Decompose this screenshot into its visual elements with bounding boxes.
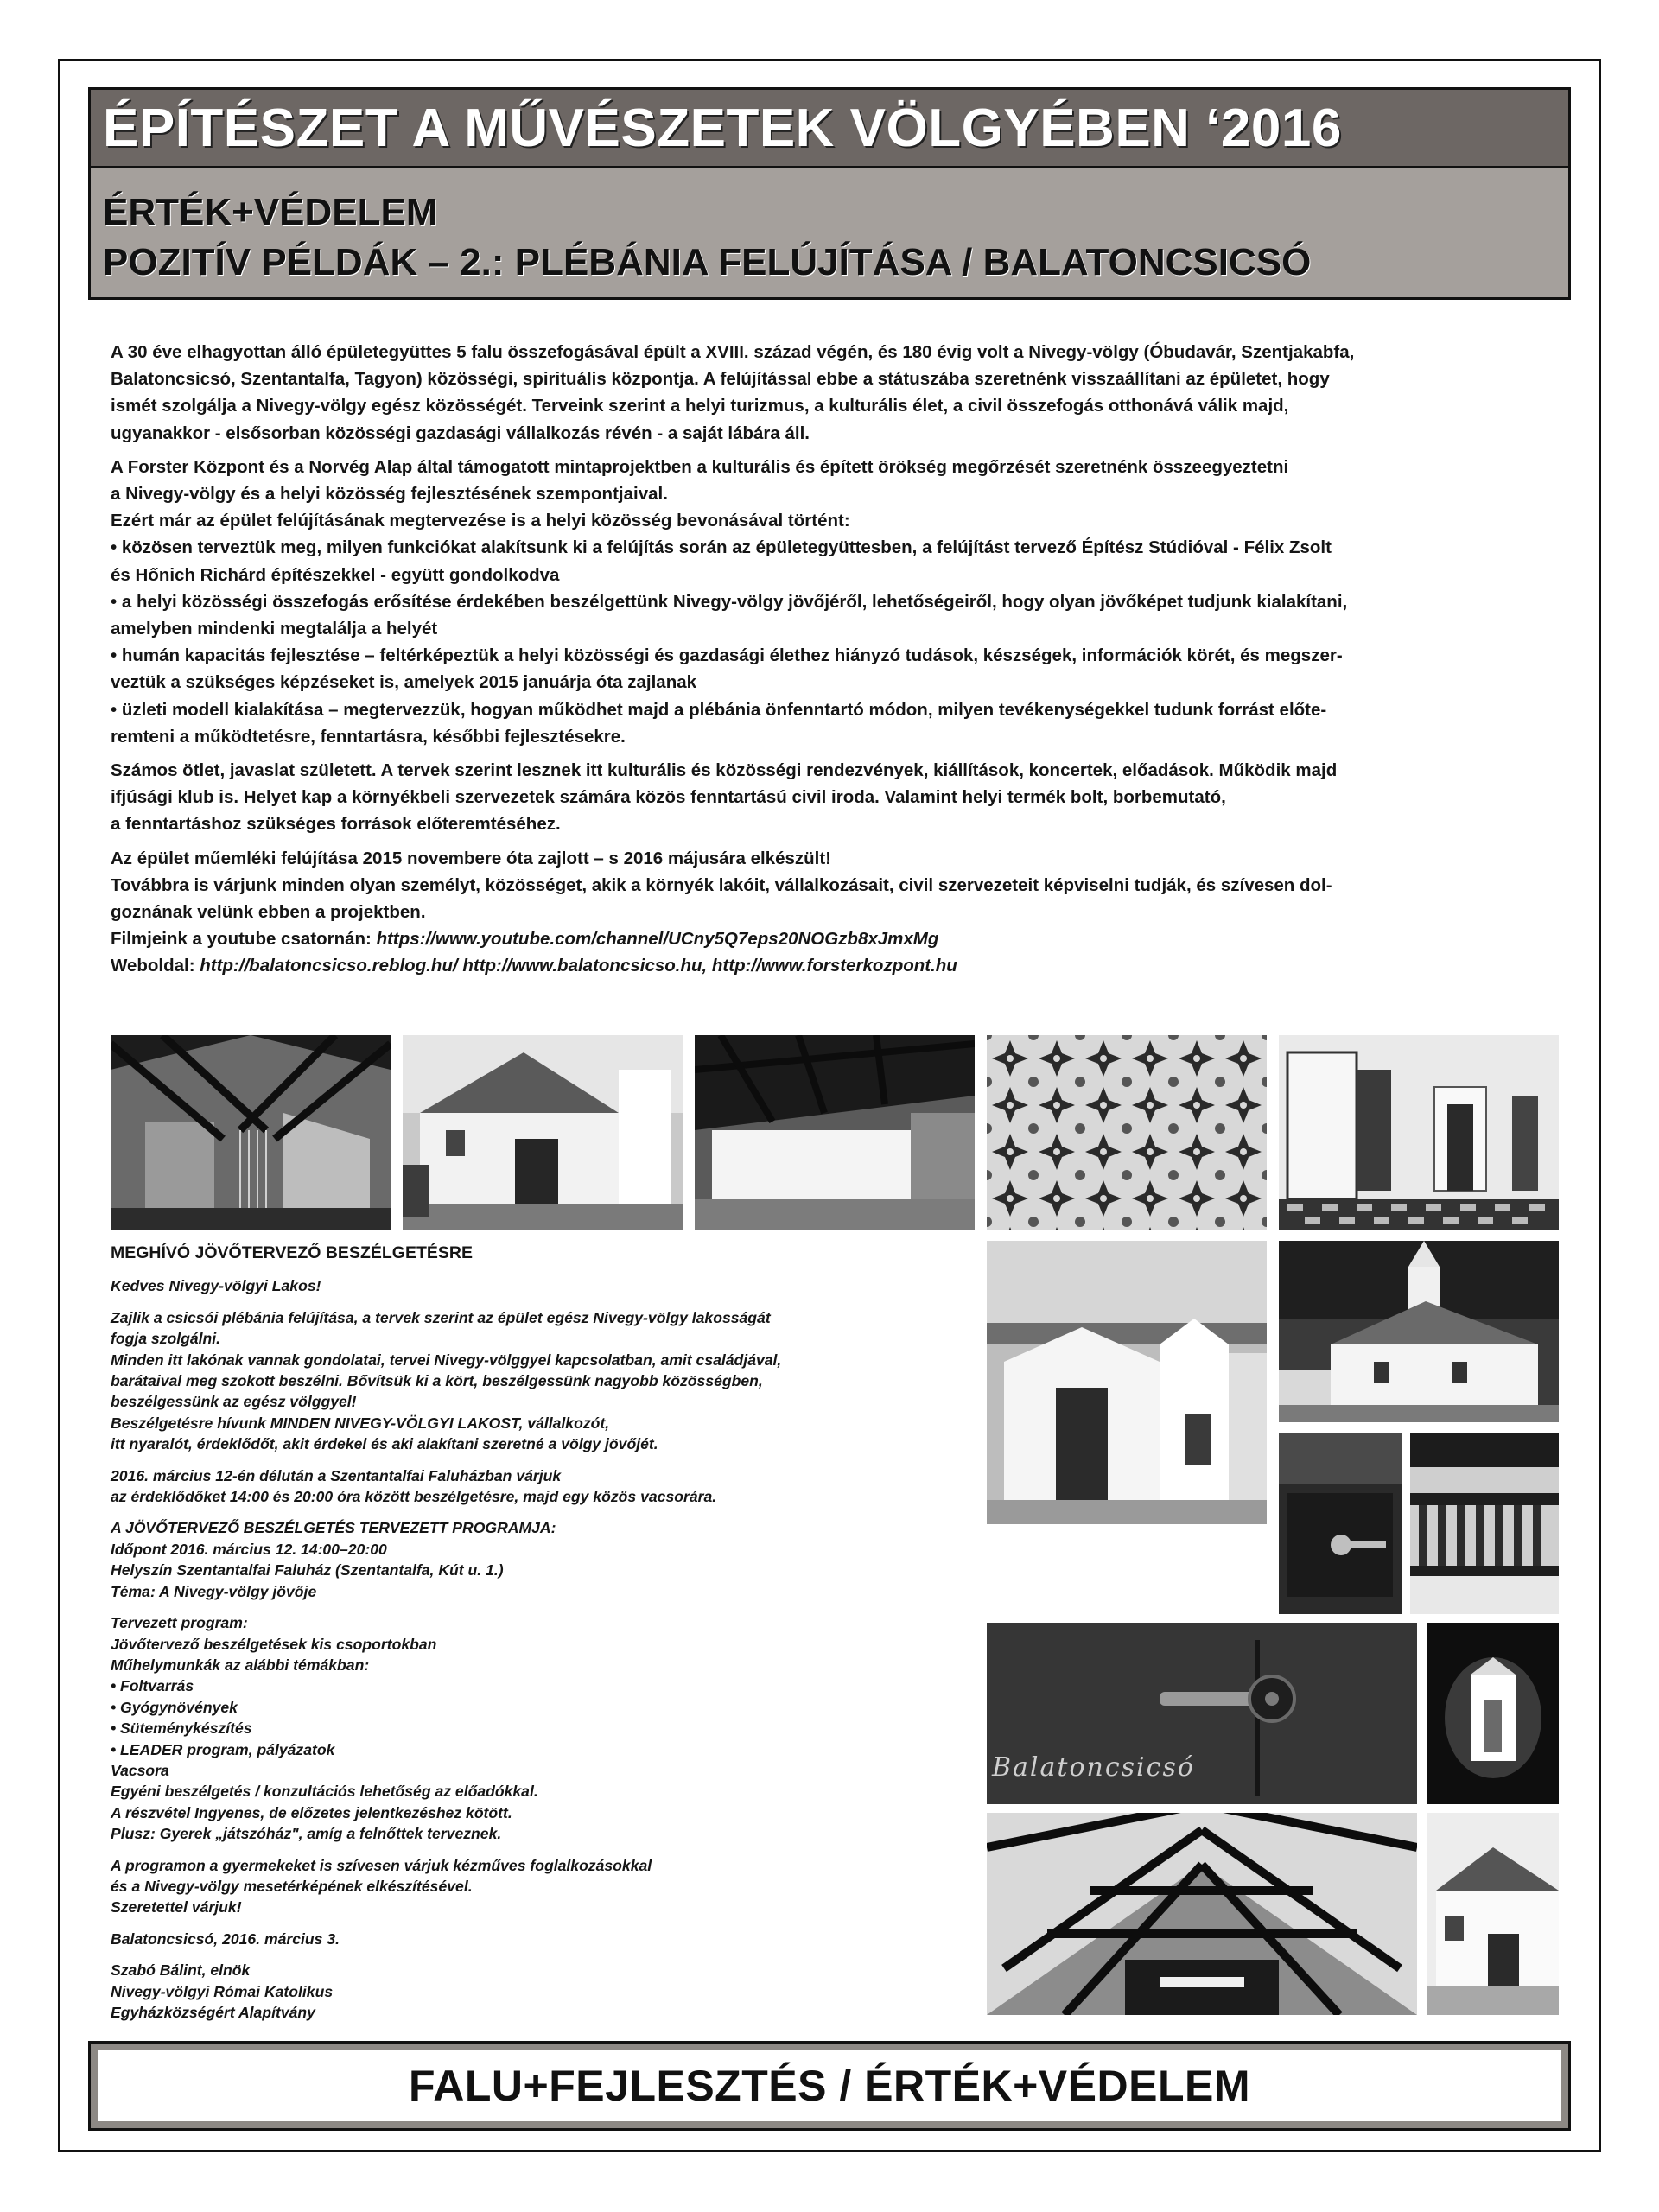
text-line: Helyszín Szentantalfai Faluház (Szentantalfa, Kút u. 1.): [111, 1561, 504, 1580]
text-line: Időpont 2016. március 12. 14:00–20:00: [111, 1540, 387, 1558]
intro-paragraph-2: [111, 454, 1545, 750]
text-line: Szabó Bálint, elnök: [111, 1961, 251, 1980]
text-line: Tervezett program:: [111, 1614, 248, 1632]
text-line: Továbbra is várjunk minden olyan személyt, közösséget, akik a környék lakóit, vállalkozásait, civil szervezeteit képviselni tudják, és szívesen dol-: [111, 874, 1332, 895]
text-line: Plusz: Gyerek „játszóház", amíg a felnőttek terveznek.: [111, 1825, 502, 1843]
invitation-date: [111, 1465, 975, 1508]
text-line: A Forster Központ és a Norvég Alap által támogatott mintaprojektben a kulturális és épített örökség megőrzését szeretnénk összeegyeztetni: [111, 456, 1289, 477]
text-line: itt nyaralót, érdeklődőt, akit érdekel és aki alakítani szeretné a völgy jövőjét.: [111, 1435, 658, 1453]
footer-inner: [98, 2050, 1561, 2121]
program-section: [111, 1517, 975, 1602]
footer-banner: [88, 2041, 1571, 2131]
photo-church-tower-view: [1279, 1241, 1559, 1422]
intro-paragraph-3: [111, 757, 1545, 838]
youtube-label: Filmjeink a youtube csatornán:: [111, 929, 377, 950]
text-line: Minden itt lakónak vannak gondolatai, tervei Nivegy-völggyel kapcsolatban, amit családjával,: [111, 1351, 782, 1369]
text-line: fogja szolgálni.: [111, 1330, 221, 1348]
photo-hallway-doors: [1279, 1035, 1559, 1230]
website-label: Weboldal:: [111, 956, 200, 976]
bullet-line: • közösen terveztük meg, milyen funkciókat alakítsunk ki a felújítás során az épületegyüttesben, a felújítást tervező Építész Stúdióval - Félix Zsolt: [111, 537, 1332, 558]
text-line: az érdeklődőket 14:00 és 20:00 óra között beszélgetésre, majd egy közös vacsorára.: [111, 1488, 717, 1506]
text-line: goznának velünk ebben a projektben.: [111, 902, 426, 923]
text-line: Nivegy-völgyi Római Katolikus: [111, 1982, 334, 2000]
photo-door-lock-key: [1279, 1433, 1402, 1614]
photo-watermark-text: Balatoncsicsó: [992, 1752, 1195, 1783]
text-line: A 30 éve elhagyottan álló épületegyüttes 5 falu összefogásával épült a XVIII. század végén, és 180 évig volt a Nivegy-völgy (Óbudavár, Szentjakabfa,: [111, 342, 1355, 362]
list-item: • Gyógynövények: [111, 1698, 238, 1716]
program-title: A JÖVŐTERVEZŐ BESZÉLGETÉS TERVEZETT PROGRAMJA:: [111, 1519, 556, 1537]
invitation-greeting: Kedves Nivegy-völgyi Lakos!: [111, 1277, 321, 1295]
photo-gate-wall: [987, 1241, 1267, 1524]
text-line: ugyanakkor - elsősorban közösségi gazdasági vállalkozás révén - a saját lábára áll.: [111, 423, 810, 443]
text-line: a Nivegy-völgy és a helyi közösség fejlesztésének szempontjaival.: [111, 484, 668, 505]
footer-text: FALU+FEJLESZTÉS / ÉRTÉK+VÉDELEM: [409, 2062, 1250, 2110]
text-line: ismét szolgálja a Nivegy-völgy egész közösségét. Terveink szerint a helyi turizmus, a kulturális élet, a civil összefogás otthonává válik majd,: [111, 396, 1289, 416]
text-line: A részvétel Ingyenes, de előzetes jelentkezéshez kötött.: [111, 1803, 512, 1821]
bullet-line: és Hőnich Richárd építészekkel - együtt gondolkodva: [111, 564, 560, 585]
bullet-line: veztük a szükséges képzéseket is, amelyek 2015 januárja óta zajlanak: [111, 672, 697, 693]
list-item: • Foltvarrás: [111, 1677, 194, 1695]
photo-tile-pattern: [987, 1035, 1267, 1230]
photo-small-white-house: [1427, 1813, 1559, 2015]
text-line: barátaival meg szokott beszélni. Bővítsük ki a kört, beszélgessünk nagyobb közösségben,: [111, 1372, 763, 1390]
subtitle-line-1: ÉRTÉK+VÉDELEM: [103, 191, 438, 233]
text-line: Az épület műemléki felújítása 2015 novembere óta zajlott – s 2016 májusára elkészült!: [111, 848, 832, 868]
list-item: • Süteménykészítés: [111, 1719, 252, 1738]
text-line: Téma: A Nivegy-völgy jövője: [111, 1582, 317, 1600]
photo-door-handle-watermark: [987, 1623, 1417, 1804]
subtitle-line-2: POZITÍV PÉLDÁK – 2.: PLÉBÁNIA FELÚJÍTÁSA / BALATONCSICSÓ: [103, 241, 1312, 283]
intro-paragraph-1: [111, 339, 1545, 447]
text-line: Beszélgetésre hívunk MINDEN NIVEGY-VÖLGYI LAKOST, vállalkozót,: [111, 1414, 610, 1432]
website-links[interactable]: http://balatoncsicso.reblog.hu/ http://www.balatoncsicso.hu, http://www.forsterkozpont.hu: [200, 956, 957, 976]
text-line: beszélgessünk az egész völggyel!: [111, 1393, 357, 1411]
photo-attic-interior: [111, 1035, 391, 1230]
text-line: ifjúsági klub is. Helyet kap a környékbeli szervezetek számára közös fenntartású civil iroda. Valamint helyi termék bolt, borbemutató,: [111, 787, 1226, 808]
text-line: Ezért már az épület felújításának megtervezése is a helyi közösség bevonásával történt:: [111, 511, 850, 531]
photo-wooden-railing: [1410, 1433, 1559, 1614]
invitation-body: [111, 1307, 975, 1455]
text-line: Számos ötlet, javaslat született. A tervek szerint lesznek itt kulturális és közösségi rendezvények, kiállítások, koncertek, előadások. Működik majd: [111, 760, 1338, 781]
text-line: Egyéni beszélgetés / konzultációs lehetőség az előadókkal.: [111, 1783, 538, 1801]
text-line: Balatoncsicsó, Szentantalfa, Tagyon) közösségi, spirituális központja. A felújítással ebbe a státuszába szeretnénk visszaállítani az épületet, hogy: [111, 369, 1330, 390]
text-line: Műhelymunkák az alábbi témákban:: [111, 1656, 370, 1674]
invitation-section: [111, 1243, 975, 2033]
intro-paragraph-4: [111, 845, 1545, 980]
text-line: a fenntartáshoz szükséges források előteremtéséhez.: [111, 814, 561, 835]
text-line: 2016. március 12-én délután a Szentantalfai Faluházban várjuk: [111, 1466, 562, 1484]
place-date: Balatoncsicsó, 2016. március 3.: [111, 1929, 340, 1948]
invitation-heading: MEGHÍVÓ JÖVŐTERVEZŐ BESZÉLGETÉSRE: [111, 1243, 473, 1262]
photo-lit-doorway: [1427, 1623, 1559, 1804]
title-banner: [88, 87, 1571, 168]
bullet-line: • üzleti modell kialakítása – megtervezzük, hogyan működhet majd a plébánia önfenntartó módon, milyen tevékenységekkel tudunk forrást előte-: [111, 699, 1327, 720]
text-line: és a Nivegy-völgy mesetérképének elkészítésével.: [111, 1877, 473, 1895]
youtube-link[interactable]: https://www.youtube.com/channel/UCny5Q7eps20NOGzb8xJmxMg: [376, 929, 939, 950]
page-title: ÉPÍTÉSZET A MŰVÉSZETEK VÖLGYÉBEN ‘2016: [103, 98, 1342, 158]
website-line: [111, 952, 1545, 979]
list-item: • LEADER program, pályázatok: [111, 1740, 335, 1758]
photo-roof-beams-hall: [695, 1035, 975, 1230]
planned-program: [111, 1612, 975, 1844]
photo-white-building-gate: [403, 1035, 683, 1230]
text-line: Vacsora: [111, 1761, 169, 1779]
text-line: Szeretettel várjuk!: [111, 1898, 242, 1916]
bullet-line: remteni a működtetésre, fenntartásra, későbbi fejlesztésekre.: [111, 726, 626, 747]
text-line: A programon a gyermekeket is szívesen várjuk kézműves foglalkozásokkal: [111, 1856, 652, 1874]
signature: [111, 1960, 975, 2023]
text-line: Jövőtervező beszélgetések kis csoportokban: [111, 1635, 437, 1653]
intro-text: [111, 339, 1545, 987]
children-note: [111, 1855, 975, 1918]
bullet-line: amelyben mindenki megtalálja a helyét: [111, 619, 438, 639]
photo-attic-beams-perspective: [987, 1813, 1417, 2015]
text-line: Egyházközségért Alapítvány: [111, 2004, 315, 2021]
text-line: Zajlik a csicsói plébánia felújítása, a tervek szerint az épület egész Nivegy-völgy lakosságát: [111, 1308, 771, 1326]
youtube-line: [111, 925, 1545, 952]
bullet-line: • humán kapacitás fejlesztése – feltérképeztük a helyi közösségi és gazdasági élethez hiányzó tudások, készségek, információk körét, és megszer-: [111, 645, 1343, 666]
bullet-line: • a helyi közösségi összefogás erősítése érdekében beszélgettünk Nivegy-völgy jövőjéről, lehetőségeiről, hogy olyan jövőképet tudjunk kialakítani,: [111, 591, 1348, 612]
subtitle-banner: [88, 168, 1571, 300]
